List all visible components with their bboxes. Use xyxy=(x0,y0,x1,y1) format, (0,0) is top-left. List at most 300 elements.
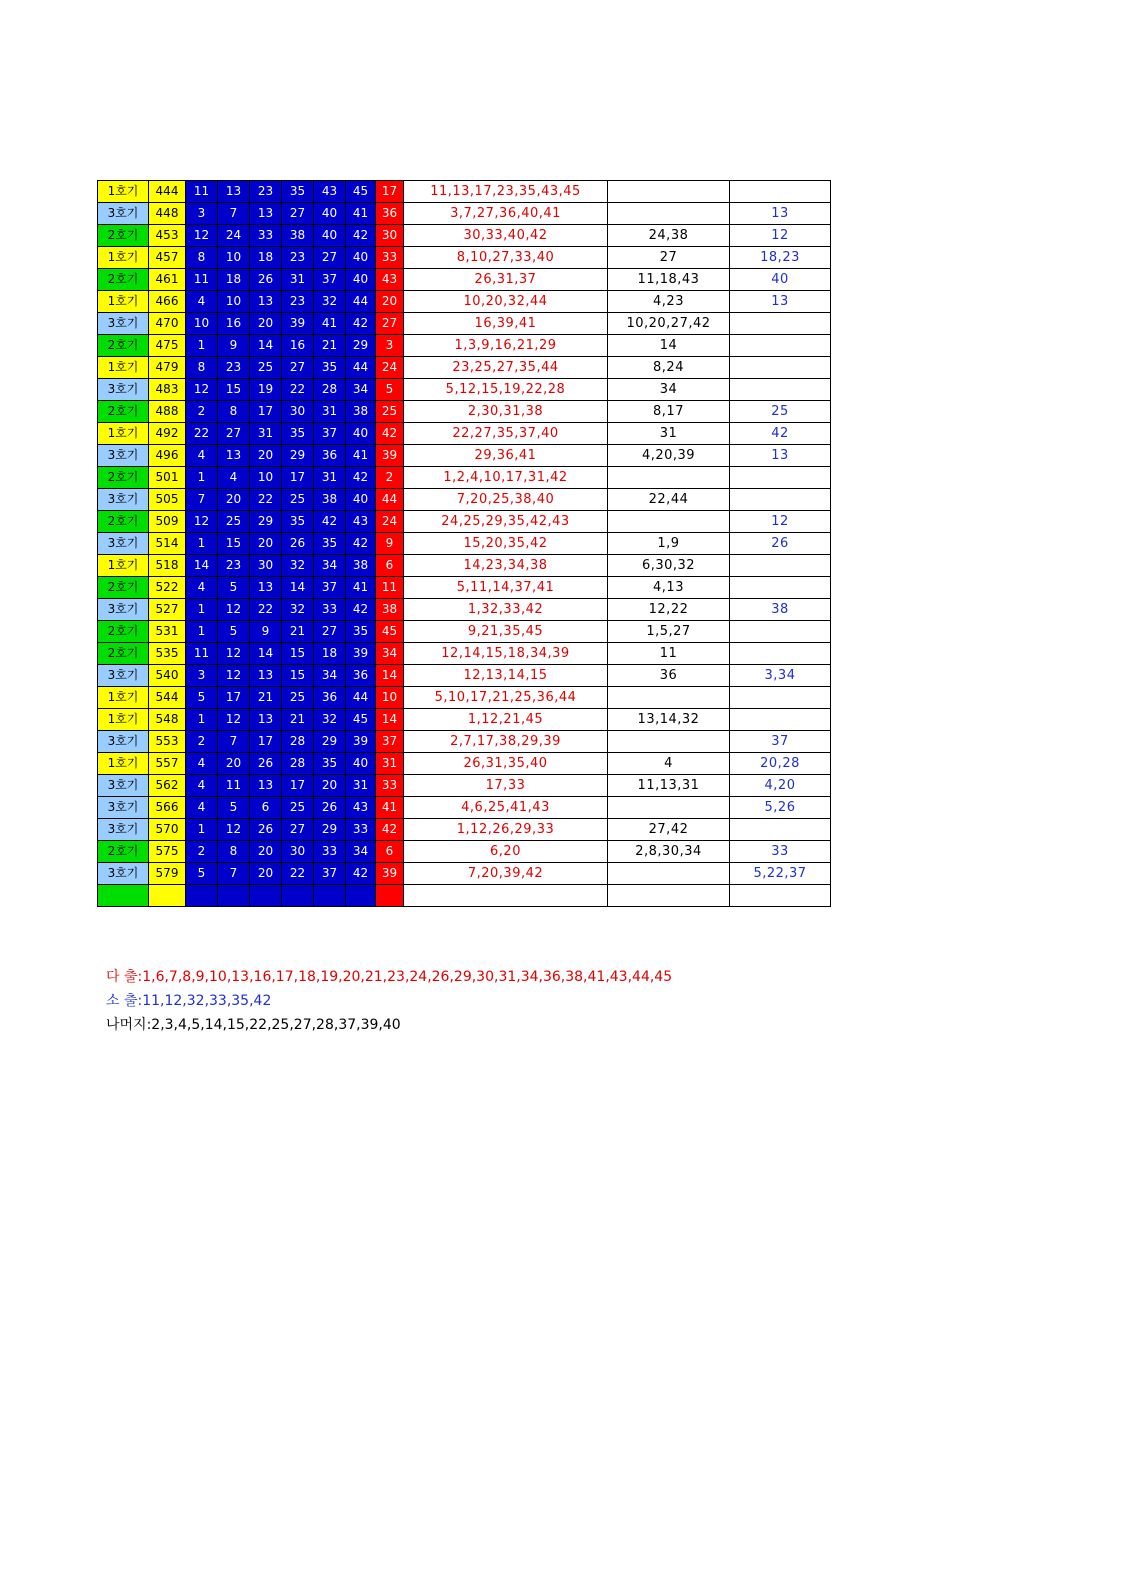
draw-number-cell: 509 xyxy=(149,511,186,533)
winning-number-cell: 13 xyxy=(250,775,282,797)
draw-number-cell: 540 xyxy=(149,665,186,687)
winning-number-cell: 42 xyxy=(346,313,376,335)
machine-cell: 2호기 xyxy=(98,269,149,291)
repeat-numbers-cell xyxy=(608,203,730,225)
winning-number-cell: 29 xyxy=(314,731,346,753)
new-numbers-cell xyxy=(730,577,831,599)
winning-number-cell: 1 xyxy=(186,819,218,841)
winning-number-cell: 27 xyxy=(282,357,314,379)
winning-number-cell: 1 xyxy=(186,335,218,357)
winning-number-cell: 1 xyxy=(186,709,218,731)
table-row xyxy=(98,819,831,841)
numbers-list-cell: 1,3,9,16,21,29 xyxy=(404,335,608,357)
repeat-numbers-cell xyxy=(608,863,730,885)
machine-cell: 3호기 xyxy=(98,379,149,401)
machine-cell: 3호기 xyxy=(98,665,149,687)
numbers-list-cell: 1,2,4,10,17,31,42 xyxy=(404,467,608,489)
table-row xyxy=(98,885,831,907)
winning-number-cell: 5 xyxy=(218,577,250,599)
winning-number-cell: 30 xyxy=(250,555,282,577)
winning-number-cell: 29 xyxy=(282,445,314,467)
numbers-list-cell: 26,31,37 xyxy=(404,269,608,291)
summary-rare-values: 11,12,32,33,35,42 xyxy=(142,993,272,1009)
new-numbers-cell xyxy=(730,819,831,841)
numbers-list-cell: 26,31,35,40 xyxy=(404,753,608,775)
winning-number-cell: 4 xyxy=(186,291,218,313)
winning-number-cell: 27 xyxy=(218,423,250,445)
winning-number-cell: 8 xyxy=(186,357,218,379)
repeat-numbers-cell: 34 xyxy=(608,379,730,401)
winning-number-cell: 28 xyxy=(314,379,346,401)
winning-number-cell: 32 xyxy=(314,709,346,731)
winning-number-cell: 15 xyxy=(282,665,314,687)
winning-number-cell: 20 xyxy=(218,753,250,775)
numbers-list-cell: 15,20,35,42 xyxy=(404,533,608,555)
new-numbers-cell xyxy=(730,489,831,511)
winning-number-cell: 27 xyxy=(282,203,314,225)
winning-number-cell: 37 xyxy=(314,423,346,445)
table-row xyxy=(98,555,831,577)
bonus-number-cell xyxy=(376,885,404,907)
table-row xyxy=(98,401,831,423)
numbers-list-cell: 14,23,34,38 xyxy=(404,555,608,577)
new-numbers-cell: 13 xyxy=(730,291,831,313)
machine-cell: 2호기 xyxy=(98,467,149,489)
new-numbers-cell: 26 xyxy=(730,533,831,555)
numbers-list-cell: 6,20 xyxy=(404,841,608,863)
winning-number-cell: 36 xyxy=(314,687,346,709)
winning-number-cell: 22 xyxy=(250,489,282,511)
winning-number-cell: 13 xyxy=(250,203,282,225)
winning-number-cell: 29 xyxy=(250,511,282,533)
new-numbers-cell xyxy=(730,555,831,577)
winning-number-cell: 5 xyxy=(218,621,250,643)
table-row xyxy=(98,599,831,621)
numbers-list-cell: 16,39,41 xyxy=(404,313,608,335)
winning-number-cell: 28 xyxy=(282,753,314,775)
numbers-list-cell: 24,25,29,35,42,43 xyxy=(404,511,608,533)
draw-number-cell: 444 xyxy=(149,181,186,203)
new-numbers-cell: 3,34 xyxy=(730,665,831,687)
repeat-numbers-cell: 8,24 xyxy=(608,357,730,379)
bonus-number-cell: 45 xyxy=(376,621,404,643)
winning-number-cell: 36 xyxy=(346,665,376,687)
machine-cell: 3호기 xyxy=(98,313,149,335)
winning-number-cell: 38 xyxy=(346,555,376,577)
draw-number-cell: 527 xyxy=(149,599,186,621)
bonus-number-cell: 30 xyxy=(376,225,404,247)
winning-number-cell: 20 xyxy=(250,863,282,885)
winning-number-cell: 39 xyxy=(346,643,376,665)
numbers-list-cell: 1,12,26,29,33 xyxy=(404,819,608,841)
bonus-number-cell: 14 xyxy=(376,665,404,687)
numbers-list-cell: 5,11,14,37,41 xyxy=(404,577,608,599)
machine-cell: 1호기 xyxy=(98,357,149,379)
winning-number-cell: 3 xyxy=(186,665,218,687)
draw-number-cell: 535 xyxy=(149,643,186,665)
table-row xyxy=(98,467,831,489)
winning-number-cell: 18 xyxy=(218,269,250,291)
winning-number-cell: 22 xyxy=(282,379,314,401)
machine-cell: 2호기 xyxy=(98,335,149,357)
draw-number-cell: 501 xyxy=(149,467,186,489)
winning-number-cell: 8 xyxy=(186,247,218,269)
winning-number-cell: 17 xyxy=(250,731,282,753)
winning-number-cell: 26 xyxy=(250,819,282,841)
summary-rare-label: 소 출: xyxy=(106,993,143,1009)
winning-number-cell: 37 xyxy=(314,863,346,885)
draw-number-cell: 470 xyxy=(149,313,186,335)
winning-number-cell: 23 xyxy=(282,291,314,313)
winning-number-cell: 23 xyxy=(250,181,282,203)
lotto-history-table xyxy=(97,180,831,907)
machine-cell: 2호기 xyxy=(98,401,149,423)
draw-number-cell: 488 xyxy=(149,401,186,423)
winning-number-cell: 5 xyxy=(218,797,250,819)
winning-number-cell: 4 xyxy=(186,775,218,797)
winning-number-cell: 6 xyxy=(250,797,282,819)
numbers-list-cell: 12,14,15,18,34,39 xyxy=(404,643,608,665)
winning-number-cell xyxy=(346,885,376,907)
winning-number-cell: 20 xyxy=(218,489,250,511)
winning-number-cell: 4 xyxy=(186,753,218,775)
repeat-numbers-cell xyxy=(608,467,730,489)
winning-number-cell: 43 xyxy=(346,797,376,819)
winning-number-cell: 43 xyxy=(346,511,376,533)
bonus-number-cell: 10 xyxy=(376,687,404,709)
winning-number-cell: 36 xyxy=(314,445,346,467)
new-numbers-cell: 18,23 xyxy=(730,247,831,269)
table-row xyxy=(98,709,831,731)
winning-number-cell: 27 xyxy=(282,819,314,841)
machine-cell: 3호기 xyxy=(98,599,149,621)
winning-number-cell: 29 xyxy=(346,335,376,357)
winning-number-cell: 20 xyxy=(314,775,346,797)
winning-number-cell: 13 xyxy=(218,445,250,467)
table-row xyxy=(98,533,831,555)
winning-number-cell: 30 xyxy=(282,841,314,863)
winning-number-cell: 40 xyxy=(346,423,376,445)
table-row xyxy=(98,225,831,247)
winning-number-cell: 4 xyxy=(186,797,218,819)
machine-cell: 1호기 xyxy=(98,555,149,577)
repeat-numbers-cell: 4 xyxy=(608,753,730,775)
winning-number-cell: 41 xyxy=(346,203,376,225)
repeat-numbers-cell: 11,13,31 xyxy=(608,775,730,797)
winning-number-cell: 12 xyxy=(186,379,218,401)
winning-number-cell: 42 xyxy=(346,599,376,621)
repeat-numbers-cell: 8,17 xyxy=(608,401,730,423)
winning-number-cell: 1 xyxy=(186,621,218,643)
bonus-number-cell: 42 xyxy=(376,819,404,841)
new-numbers-cell: 40 xyxy=(730,269,831,291)
winning-number-cell: 14 xyxy=(250,335,282,357)
winning-number-cell: 10 xyxy=(218,291,250,313)
winning-number-cell: 40 xyxy=(346,489,376,511)
new-numbers-cell: 38 xyxy=(730,599,831,621)
winning-number-cell: 5 xyxy=(186,687,218,709)
bonus-number-cell: 24 xyxy=(376,511,404,533)
winning-number-cell: 21 xyxy=(314,335,346,357)
bonus-number-cell: 39 xyxy=(376,445,404,467)
bonus-number-cell: 25 xyxy=(376,401,404,423)
repeat-numbers-cell: 2,8,30,34 xyxy=(608,841,730,863)
winning-number-cell: 2 xyxy=(186,841,218,863)
winning-number-cell: 5 xyxy=(186,863,218,885)
winning-number-cell: 35 xyxy=(346,621,376,643)
numbers-list-cell: 7,20,39,42 xyxy=(404,863,608,885)
table-row xyxy=(98,379,831,401)
draw-number-cell: 479 xyxy=(149,357,186,379)
winning-number-cell: 16 xyxy=(282,335,314,357)
winning-number-cell: 17 xyxy=(250,401,282,423)
winning-number-cell: 34 xyxy=(346,379,376,401)
winning-number-cell: 38 xyxy=(346,401,376,423)
new-numbers-cell xyxy=(730,885,831,907)
winning-number-cell: 10 xyxy=(218,247,250,269)
table-row xyxy=(98,445,831,467)
repeat-numbers-cell: 27 xyxy=(608,247,730,269)
repeat-numbers-cell xyxy=(608,511,730,533)
bonus-number-cell: 20 xyxy=(376,291,404,313)
numbers-list-cell: 3,7,27,36,40,41 xyxy=(404,203,608,225)
machine-cell: 3호기 xyxy=(98,489,149,511)
winning-number-cell: 34 xyxy=(314,555,346,577)
bonus-number-cell: 42 xyxy=(376,423,404,445)
machine-cell: 1호기 xyxy=(98,753,149,775)
winning-number-cell: 20 xyxy=(250,313,282,335)
winning-number-cell: 41 xyxy=(346,577,376,599)
winning-number-cell: 12 xyxy=(218,709,250,731)
winning-number-cell: 25 xyxy=(218,511,250,533)
bonus-number-cell: 33 xyxy=(376,247,404,269)
draw-number-cell: 448 xyxy=(149,203,186,225)
bonus-number-cell: 2 xyxy=(376,467,404,489)
new-numbers-cell xyxy=(730,357,831,379)
summary-rest-values: 2,3,4,5,14,15,22,25,27,28,37,39,40 xyxy=(151,1017,401,1033)
numbers-list-cell: 8,10,27,33,40 xyxy=(404,247,608,269)
winning-number-cell: 41 xyxy=(346,445,376,467)
winning-number-cell: 45 xyxy=(346,709,376,731)
table-row xyxy=(98,269,831,291)
winning-number-cell: 42 xyxy=(314,511,346,533)
winning-number-cell: 24 xyxy=(218,225,250,247)
bonus-number-cell: 38 xyxy=(376,599,404,621)
new-numbers-cell: 5,26 xyxy=(730,797,831,819)
winning-number-cell: 12 xyxy=(218,599,250,621)
winning-number-cell: 45 xyxy=(346,181,376,203)
winning-number-cell: 20 xyxy=(250,841,282,863)
winning-number-cell: 35 xyxy=(314,357,346,379)
winning-number-cell: 17 xyxy=(282,467,314,489)
winning-number-cell: 34 xyxy=(346,841,376,863)
winning-number-cell: 11 xyxy=(218,775,250,797)
machine-cell: 2호기 xyxy=(98,511,149,533)
winning-number-cell: 26 xyxy=(314,797,346,819)
draw-number-cell: 518 xyxy=(149,555,186,577)
repeat-numbers-cell: 1,5,27 xyxy=(608,621,730,643)
numbers-list-cell: 1,12,21,45 xyxy=(404,709,608,731)
numbers-list-cell: 5,10,17,21,25,36,44 xyxy=(404,687,608,709)
new-numbers-cell: 13 xyxy=(730,445,831,467)
winning-number-cell: 14 xyxy=(250,643,282,665)
winning-number-cell: 9 xyxy=(250,621,282,643)
winning-number-cell xyxy=(250,885,282,907)
winning-number-cell: 12 xyxy=(218,665,250,687)
draw-number-cell: 575 xyxy=(149,841,186,863)
winning-number-cell: 42 xyxy=(346,863,376,885)
winning-number-cell: 15 xyxy=(218,533,250,555)
new-numbers-cell: 13 xyxy=(730,203,831,225)
winning-number-cell: 38 xyxy=(314,489,346,511)
numbers-list-cell: 23,25,27,35,44 xyxy=(404,357,608,379)
summary-rest-line xyxy=(106,1015,401,1035)
numbers-list-cell: 7,20,25,38,40 xyxy=(404,489,608,511)
table-row xyxy=(98,489,831,511)
repeat-numbers-cell: 31 xyxy=(608,423,730,445)
new-numbers-cell xyxy=(730,643,831,665)
winning-number-cell: 7 xyxy=(218,731,250,753)
winning-number-cell: 25 xyxy=(282,489,314,511)
new-numbers-cell: 5,22,37 xyxy=(730,863,831,885)
winning-number-cell: 20 xyxy=(250,445,282,467)
winning-number-cell: 1 xyxy=(186,599,218,621)
winning-number-cell: 37 xyxy=(314,577,346,599)
draw-number-cell: 496 xyxy=(149,445,186,467)
machine-cell: 3호기 xyxy=(98,819,149,841)
repeat-numbers-cell: 10,20,27,42 xyxy=(608,313,730,335)
table-row xyxy=(98,203,831,225)
winning-number-cell: 30 xyxy=(282,401,314,423)
winning-number-cell: 28 xyxy=(282,731,314,753)
bonus-number-cell: 44 xyxy=(376,489,404,511)
bonus-number-cell: 6 xyxy=(376,555,404,577)
draw-number-cell: 566 xyxy=(149,797,186,819)
draw-number-cell: 457 xyxy=(149,247,186,269)
table-row xyxy=(98,357,831,379)
repeat-numbers-cell: 1,9 xyxy=(608,533,730,555)
summary-frequent-values: 1,6,7,8,9,10,13,16,17,18,19,20,21,23,24,26,29,30,31,34,36,38,41,43,44,45 xyxy=(142,969,673,985)
repeat-numbers-cell: 36 xyxy=(608,665,730,687)
winning-number-cell xyxy=(186,885,218,907)
winning-number-cell: 21 xyxy=(282,621,314,643)
machine-cell: 1호기 xyxy=(98,291,149,313)
draw-number-cell: 475 xyxy=(149,335,186,357)
bonus-number-cell: 9 xyxy=(376,533,404,555)
new-numbers-cell xyxy=(730,335,831,357)
draw-number-cell: 562 xyxy=(149,775,186,797)
repeat-numbers-cell xyxy=(608,687,730,709)
new-numbers-cell: 33 xyxy=(730,841,831,863)
winning-number-cell: 25 xyxy=(282,797,314,819)
summary-rest-label: 나머지: xyxy=(106,1017,152,1033)
table-row xyxy=(98,797,831,819)
winning-number-cell: 17 xyxy=(282,775,314,797)
winning-number-cell: 34 xyxy=(314,665,346,687)
draw-number-cell: 557 xyxy=(149,753,186,775)
new-numbers-cell: 12 xyxy=(730,225,831,247)
table-row xyxy=(98,775,831,797)
winning-number-cell: 31 xyxy=(282,269,314,291)
winning-number-cell: 12 xyxy=(186,511,218,533)
table-row xyxy=(98,511,831,533)
table-row xyxy=(98,577,831,599)
numbers-list-cell: 11,13,17,23,35,43,45 xyxy=(404,181,608,203)
new-numbers-cell xyxy=(730,621,831,643)
winning-number-cell: 21 xyxy=(282,709,314,731)
winning-number-cell: 2 xyxy=(186,401,218,423)
draw-number-cell: 548 xyxy=(149,709,186,731)
winning-number-cell: 35 xyxy=(314,753,346,775)
new-numbers-cell xyxy=(730,379,831,401)
winning-number-cell: 3 xyxy=(186,203,218,225)
winning-number-cell xyxy=(282,885,314,907)
draw-number-cell: 514 xyxy=(149,533,186,555)
bonus-number-cell: 3 xyxy=(376,335,404,357)
winning-number-cell: 22 xyxy=(186,423,218,445)
draw-number-cell: 531 xyxy=(149,621,186,643)
winning-number-cell: 33 xyxy=(346,819,376,841)
repeat-numbers-cell: 4,20,39 xyxy=(608,445,730,467)
winning-number-cell: 22 xyxy=(250,599,282,621)
table-row xyxy=(98,335,831,357)
winning-number-cell: 16 xyxy=(218,313,250,335)
table-row xyxy=(98,291,831,313)
winning-number-cell: 13 xyxy=(218,181,250,203)
winning-number-cell: 12 xyxy=(218,819,250,841)
bonus-number-cell: 11 xyxy=(376,577,404,599)
winning-number-cell: 39 xyxy=(346,731,376,753)
table-row xyxy=(98,841,831,863)
draw-number-cell xyxy=(149,885,186,907)
winning-number-cell: 10 xyxy=(250,467,282,489)
numbers-list-cell: 5,12,15,19,22,28 xyxy=(404,379,608,401)
winning-number-cell: 20 xyxy=(250,533,282,555)
draw-number-cell: 522 xyxy=(149,577,186,599)
winning-number-cell: 31 xyxy=(314,467,346,489)
winning-number-cell: 11 xyxy=(186,269,218,291)
draw-number-cell: 505 xyxy=(149,489,186,511)
winning-number-cell: 35 xyxy=(314,533,346,555)
winning-number-cell: 8 xyxy=(218,841,250,863)
numbers-list-cell: 29,36,41 xyxy=(404,445,608,467)
new-numbers-cell: 25 xyxy=(730,401,831,423)
machine-cell: 2호기 xyxy=(98,225,149,247)
bonus-number-cell: 36 xyxy=(376,203,404,225)
bonus-number-cell: 37 xyxy=(376,731,404,753)
winning-number-cell: 7 xyxy=(218,203,250,225)
repeat-numbers-cell: 12,22 xyxy=(608,599,730,621)
repeat-numbers-cell xyxy=(608,797,730,819)
bonus-number-cell: 39 xyxy=(376,863,404,885)
winning-number-cell: 33 xyxy=(314,841,346,863)
new-numbers-cell: 42 xyxy=(730,423,831,445)
winning-number-cell: 25 xyxy=(250,357,282,379)
winning-number-cell: 10 xyxy=(186,313,218,335)
winning-number-cell: 40 xyxy=(346,753,376,775)
repeat-numbers-cell xyxy=(608,885,730,907)
repeat-numbers-cell: 6,30,32 xyxy=(608,555,730,577)
machine-cell: 1호기 xyxy=(98,687,149,709)
winning-number-cell: 14 xyxy=(282,577,314,599)
winning-number-cell: 4 xyxy=(218,467,250,489)
bonus-number-cell: 5 xyxy=(376,379,404,401)
winning-number-cell: 29 xyxy=(314,819,346,841)
winning-number-cell: 15 xyxy=(218,379,250,401)
table-row xyxy=(98,621,831,643)
winning-number-cell: 26 xyxy=(250,753,282,775)
winning-number-cell: 4 xyxy=(186,445,218,467)
